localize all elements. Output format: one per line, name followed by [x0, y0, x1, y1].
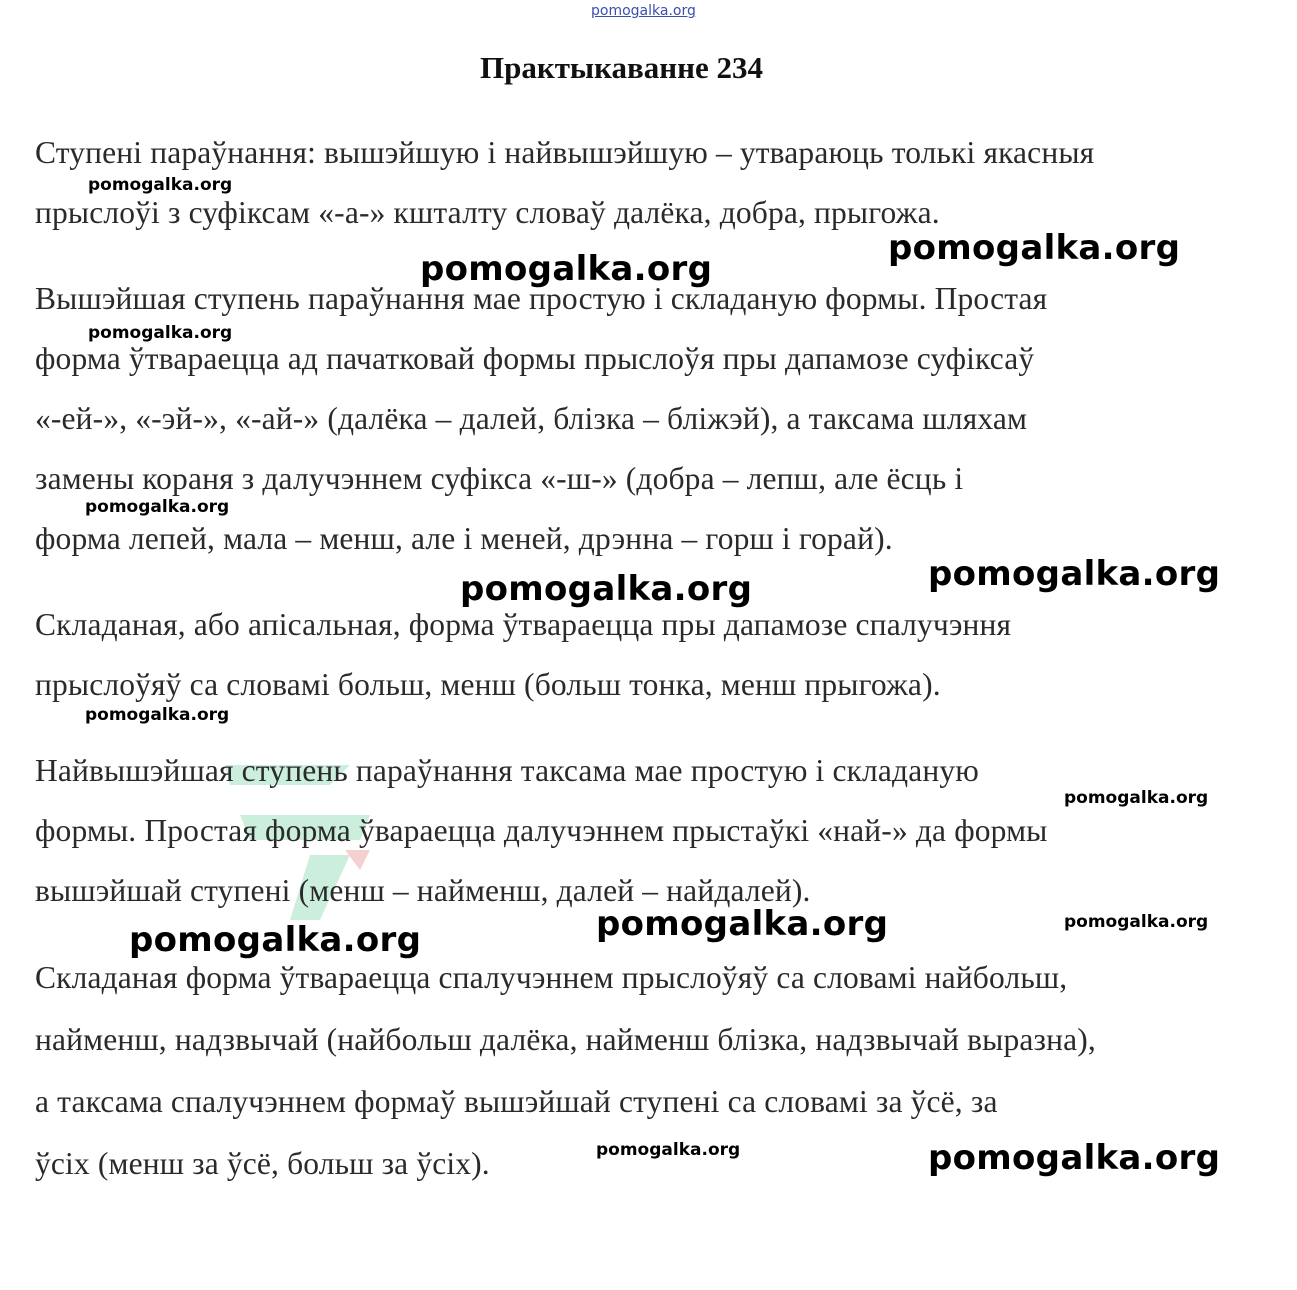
text-line: Ступені параўнання: вышэйшую і найвышэйшую – утвараюць толькі якасныя — [35, 135, 1095, 170]
text-line: прыслоўі з суфіксам «-а-» кшталту словаў далёка, добра, прыгожа. — [35, 195, 940, 230]
watermark: pomogalka.org — [85, 497, 230, 517]
text-line: Вышэйшая ступень параўнання мае простую і складаную формы. Простая — [35, 281, 1048, 316]
text-line: форма ўтвараецца ад пачатковай формы прыслоўя пры дапамозе суфіксаў — [35, 341, 1035, 376]
watermark: pomogalka.org — [1064, 788, 1209, 808]
watermark: pomogalka.org — [928, 554, 1221, 594]
text-line: Найвышэйшая ступень параўнання таксама мае простую і складаную — [35, 753, 979, 788]
page-title: Практыкаванне 234 — [479, 50, 763, 85]
watermark: pomogalka.org — [596, 1140, 741, 1160]
watermark: pomogalka.org — [88, 323, 233, 343]
watermark: pomogalka.org — [888, 228, 1181, 268]
header-watermark-link[interactable]: pomogalka.org — [591, 3, 696, 19]
watermark: pomogalka.org — [1064, 912, 1209, 932]
text-line: Складаная, або апісальная, форма ўтвараецца пры дапамозе спалучэння — [35, 607, 1012, 642]
watermark: pomogalka.org — [88, 175, 233, 195]
text-line: а таксама спалучэннем формаў вышэйшай ступені са словамі за ўсё, за — [35, 1084, 998, 1119]
text-line: найменш, надзвычай (найбольш далёка, найменш блізка, надзвычай выразна), — [35, 1022, 1096, 1057]
text-line: замены кораня з далучэннем суфікса «-ш-» (добра – лепш, але ёсць і — [35, 461, 964, 496]
text-line: «-ей-», «-эй-», «-ай-» (далёка – далей, блізка – бліжэй), а таксама шляхам — [35, 401, 1028, 436]
text-line: формы. Простая форма ўвараецца далучэннем прыстаўкі «най-» да формы — [35, 813, 1048, 848]
watermark: pomogalka.org — [85, 705, 230, 725]
text-line: форма лепей, мала – менш, але і меней, дрэнна – горш і горай). — [35, 521, 893, 556]
text-line: прыслоўяў са словамі больш, менш (больш тонка, менш прыгожа). — [35, 667, 941, 702]
watermark: pomogalka.org — [420, 249, 713, 289]
watermark: pomogalka.org — [928, 1138, 1221, 1178]
text-line: ўсіх (менш за ўсё, больш за ўсіх). — [35, 1146, 490, 1181]
text-line: Складаная форма ўтвараецца спалучэннем прыслоўяў са словамі найбольш, — [35, 960, 1068, 995]
watermark: pomogalka.org — [460, 569, 753, 609]
text-line: вышэйшай ступені (менш – найменш, далей – найдалей). — [35, 873, 811, 908]
watermark: pomogalka.org — [129, 920, 422, 960]
watermark: pomogalka.org — [596, 904, 889, 944]
